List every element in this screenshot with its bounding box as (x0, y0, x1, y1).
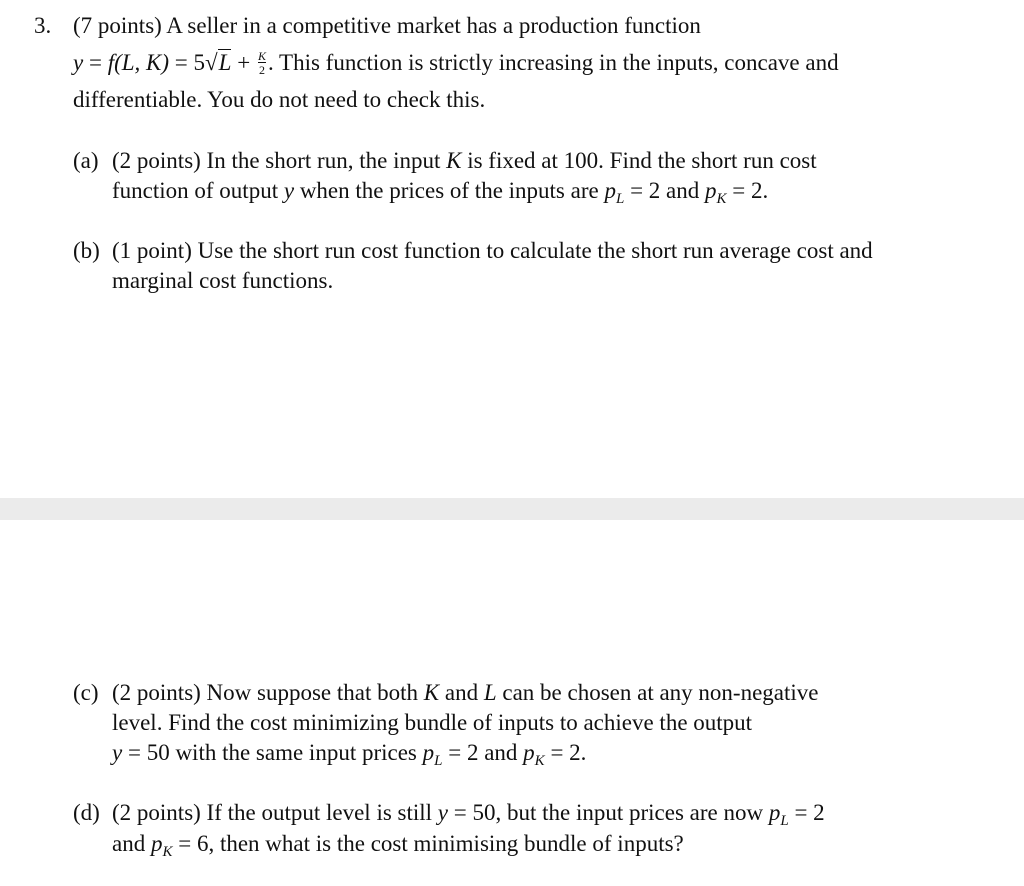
part-d-text4: and (112, 831, 151, 856)
part-c-text5: = 2. (544, 740, 587, 765)
part-a-pL: p (604, 178, 616, 203)
part-d-line2 (112, 829, 684, 859)
production-function-line (73, 48, 839, 78)
part-d-text1: (2 points) If the output level is still (112, 800, 438, 825)
part-b-label: (b) (73, 238, 100, 263)
fraction-k-over-2 (258, 50, 266, 76)
question-intro-line3: differentiable. You do not need to check this. (73, 87, 486, 112)
part-a-text4: when the prices of the inputs are (294, 178, 605, 203)
sqrt-radicand: L (218, 50, 232, 75)
eq-equals-1: = (83, 50, 108, 75)
part-a-sub-K: K (716, 191, 727, 207)
part-c-line3 (112, 738, 586, 768)
eq-equals-2: = 5 (169, 50, 206, 75)
part-a-text5: = 2 and (624, 178, 705, 203)
part-a-y: y (283, 178, 295, 203)
part-a-text2: is fixed at 100. Find the short run cost (461, 148, 817, 173)
part-c-label: (c) (73, 680, 99, 705)
part-c-text4: = 2 and (442, 740, 524, 765)
part-d-sub-K: K (162, 844, 173, 860)
part-d-label: (d) (73, 800, 100, 825)
sqrt-symbol: √ (205, 50, 218, 75)
part-b-line1: (1 point) Use the short run cost function to calculate the short run average cost and (112, 238, 873, 263)
part-d-pL: p (768, 800, 781, 825)
eq-plus: + (231, 50, 256, 75)
part-d-pK: p (150, 831, 163, 856)
part-a-text1: (2 points) In the short run, the input (112, 148, 447, 173)
part-c-and: and (439, 680, 484, 705)
part-c-text2: can be chosen at any non-negative (496, 680, 819, 705)
part-a-text6: = 2. (726, 178, 769, 203)
part-d-text3: = 2 (788, 800, 825, 825)
eq-f: f (107, 50, 115, 75)
part-c-L: L (483, 680, 497, 705)
question-number: 3. (34, 13, 52, 38)
intro-line2-rest: . This function is strictly increasing in the inputs, concave and (267, 50, 839, 75)
part-a-label: (a) (73, 148, 99, 173)
part-a-sub-L: L (615, 191, 625, 207)
part-c-sub-K: K (534, 753, 545, 769)
part-d-text5: = 6, then what is the cost minimising bundle of inputs? (172, 831, 684, 856)
part-d-text2: = 50, but the input prices are now (448, 800, 769, 825)
part-c-text1: (2 points) Now suppose that both (112, 680, 424, 705)
part-a-K: K (446, 148, 462, 173)
eq-args: (L, K) (114, 50, 170, 75)
part-c-line2: level. Find the cost minimizing bundle of inputs to achieve the output (112, 710, 753, 735)
part-a-text3: function of output (112, 178, 284, 203)
question-intro-line1: (7 points) A seller in a competitive market has a production function (73, 13, 701, 38)
part-c-pL: p (422, 740, 435, 765)
part-c-text3: = 50 with the same input prices (122, 740, 423, 765)
fraction-numerator: K (257, 48, 266, 63)
fraction-denominator: 2 (258, 62, 265, 77)
part-d-y: y (437, 800, 449, 825)
part-a-line2 (112, 176, 768, 206)
part-c-pK: p (523, 740, 535, 765)
part-c-y: y (112, 740, 123, 765)
part-d-line1 (112, 798, 825, 828)
eq-y: y (73, 50, 84, 75)
part-d-sub-L: L (780, 813, 789, 829)
part-b-line2: marginal cost functions. (112, 268, 334, 293)
part-c-line1 (112, 678, 819, 708)
part-a-pK: p (705, 178, 717, 203)
part-c-K: K (423, 680, 440, 705)
part-a-line1 (112, 146, 817, 176)
part-c-sub-L: L (434, 753, 443, 769)
page-divider (0, 498, 1024, 520)
